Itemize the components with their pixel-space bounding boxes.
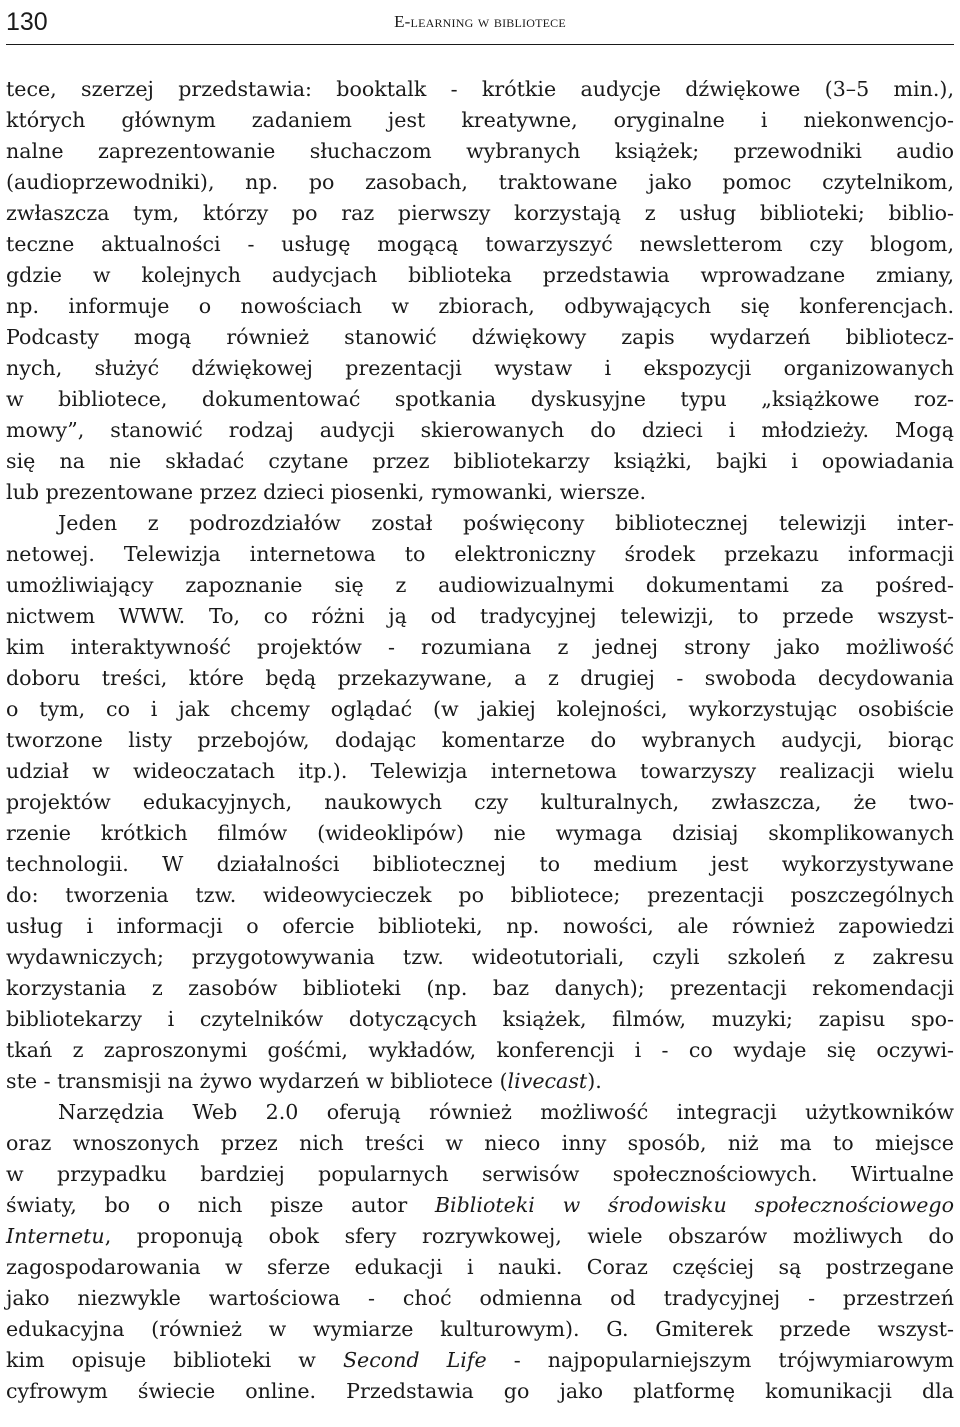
text-line: bibliotekarzy i czytelników dotyczących książek, filmów, muzyki; zapisu spo- xyxy=(6,1007,954,1031)
italic-title: Internetu xyxy=(6,1224,105,1248)
text-line: ste - transmisji na żywo wydarzeń w bibliotece (livecast). xyxy=(6,1069,602,1093)
text-line: kim interaktywność projektów - rozumiana z jednej strony jako możliwość xyxy=(6,635,954,659)
text-line: tkań z zaproszonymi gośćmi, wykładów, konferencji i - co wydaje się oczywi- xyxy=(6,1038,954,1062)
text-line: lub prezentowane przez dzieci piosenki, rymowanki, wiersze. xyxy=(6,480,647,504)
text-line: nalne zaprezentowanie słuchaczom wybranych książek; przewodniki audio xyxy=(6,139,954,163)
text-line: netowej. Telewizja internetowa to elektroniczny środek przekazu informacji xyxy=(6,542,954,566)
text-line: tworzone listy przebojów, dodając komentarze do wybranych audycji, biorąc xyxy=(6,728,954,752)
text-line: w bibliotece, dokumentować spotkania dyskusyjne typu „książkowe roz- xyxy=(6,387,954,411)
text-line: Internetu, proponują obok sfery rozrywkowej, wiele obszarów możliwych do xyxy=(6,1224,954,1248)
italic-title: Biblioteki w środowisku społecznościowego xyxy=(434,1193,954,1217)
text-line: w przypadku bardziej popularnych serwisów społecznościowych. Wirtualne xyxy=(6,1162,954,1186)
italic-title: livecast xyxy=(507,1069,588,1093)
header-rule xyxy=(6,44,954,45)
text-line: do: tworzenia tzw. wideowycieczek po bibliotece; prezentacji poszczególnych xyxy=(6,883,954,907)
text-line: teczne aktualności - usługę mogącą towarzyszyć newsletterom czy blogom, xyxy=(6,232,954,256)
page-number: 130 xyxy=(6,7,48,36)
text-line: technologii. W działalności bibliotecznej to medium jest wykorzystywane xyxy=(6,852,954,876)
text-line: udział w wideoczatach itp.). Telewizja internetowa towarzyszy realizacji wielu xyxy=(6,759,954,783)
running-title: E-learning w bibliotece xyxy=(394,12,566,31)
page-header xyxy=(6,0,954,44)
text-line: o tym, co i jak chcemy oglądać (w jakiej kolejności, wykorzystując osobiście xyxy=(6,697,954,721)
text-line: rzenie krótkich filmów (wideoklipów) nie wymaga dzisiaj skomplikowanych xyxy=(6,821,954,845)
text-line: edukacyjna (również w wymiarze kulturowym). G. Gmiterek przede wszyst- xyxy=(6,1317,954,1341)
text-line: nictwem WWW. To, co różni ją od tradycyjnej telewizji, to przede wszyst- xyxy=(6,604,954,628)
text-line: korzystania z zasobów biblioteki (np. baz danych); prezentacji rekomendacji xyxy=(6,976,954,1000)
text-line: kim opisuje biblioteki w Second Life - najpopularniejszym trójwymiarowym xyxy=(6,1348,955,1372)
text-line: tece, szerzej przedstawia: booktalk - krótkie audycje dźwiękowe (3–5 min.), xyxy=(6,77,954,101)
text-line: nych, służyć dźwiękowej prezentacji wystaw i ekspozycji organizowanych xyxy=(6,356,954,380)
text-line: gdzie w kolejnych audycjach biblioteka przedstawia wprowadzane zmiany, xyxy=(6,263,954,287)
text-line: projektów edukacyjnych, naukowych czy kulturalnych, zwłaszcza, że two- xyxy=(6,790,954,814)
text-line: mowy”, stanowić rodzaj audycji skierowanych do dzieci i młodzieży. Mogą xyxy=(6,418,954,442)
text-line: doboru treści, które będą przekazywane, a z drugiej - swoboda decydowania xyxy=(6,666,954,690)
text-line: Narzędzia Web 2.0 oferują również możliwość integracji użytkowników xyxy=(58,1100,954,1124)
text-line: światy, bo o nich pisze autor Biblioteki w środowisku społecznościowego xyxy=(6,1193,954,1217)
text-line: Jeden z podrozdziałów został poświęcony bibliotecznej telewizji inter- xyxy=(58,511,954,535)
text-line: jako niezwykle wartościowa - choć odmienna od tradycyjnej - przestrzeń xyxy=(6,1286,954,1310)
text-line: Podcasty mogą również stanowić dźwiękowy zapis wydarzeń bibliotecz- xyxy=(6,325,954,349)
text-line: się na nie składać czytane przez bibliotekarzy książki, bajki i opowiadania xyxy=(6,449,954,473)
body-text xyxy=(6,74,954,1407)
text-line: umożliwiający zapoznanie się z audiowizualnymi dokumentami za pośred- xyxy=(6,573,954,597)
text-line: np. informuje o nowościach w zbiorach, odbywających się konferencjach. xyxy=(6,294,954,318)
text-line: (audioprzewodniki), np. po zasobach, traktowane jako pomoc czytelnikom, xyxy=(6,170,954,194)
text-line: których głównym zadaniem jest kreatywne, oryginalne i niekonwencjo- xyxy=(6,108,954,132)
italic-title: Second Life xyxy=(342,1348,487,1372)
text-line: zagospodarowania w sferze edukacji i nauki. Coraz częściej są postrzegane xyxy=(6,1255,954,1279)
text-line: usług i informacji o ofercie biblioteki, np. nowości, ale również zapowiedzi xyxy=(6,914,954,938)
text-line: oraz wnoszonych przez nich treści w nieco inny sposób, niż ma to miejsce xyxy=(6,1131,954,1155)
text-line: zwłaszcza tym, którzy po raz pierwszy korzystają z usług biblioteki; biblio- xyxy=(6,201,954,225)
text-line: cyfrowym świecie online. Przedstawia go jako platformę komunikacji dla xyxy=(6,1379,954,1403)
text-line: wydawniczych; przygotowywania tzw. wideotutoriali, czyli szkoleń z zakresu xyxy=(6,945,954,969)
